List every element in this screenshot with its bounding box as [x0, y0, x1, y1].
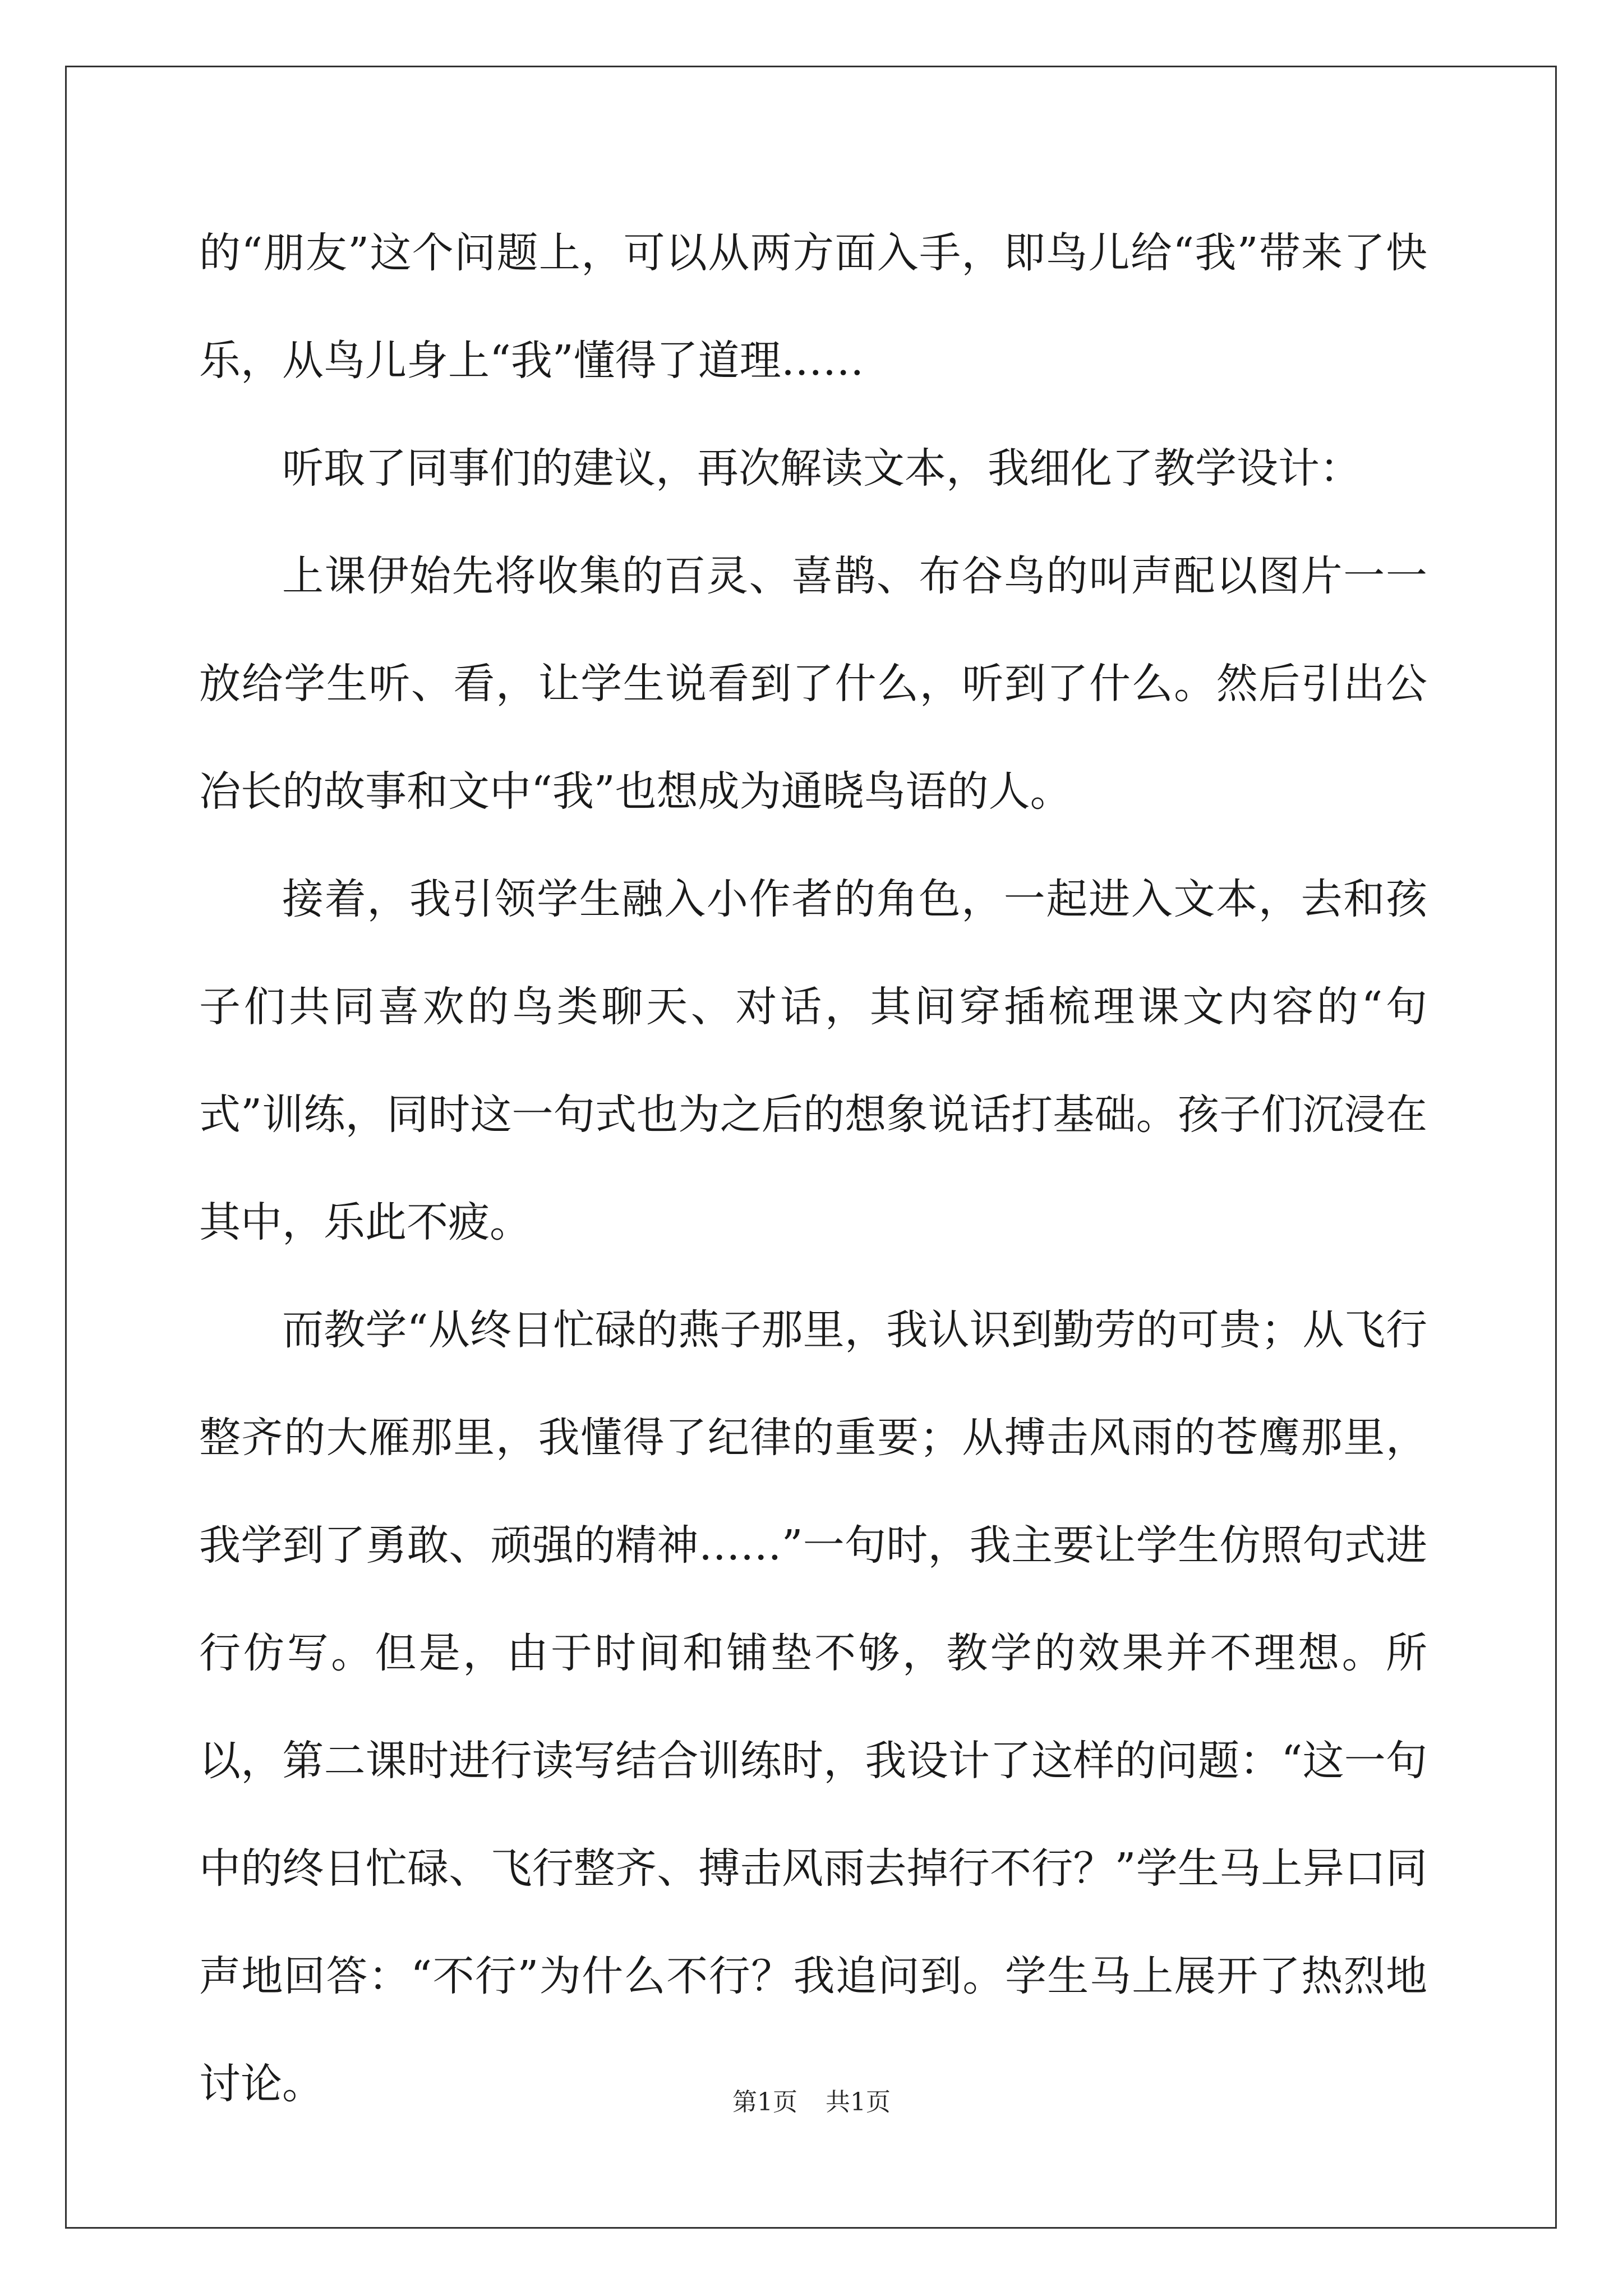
- page-total: 共1页: [826, 2088, 891, 2116]
- paragraph: 而教学“从终日忙碌的燕子那里，我认识到勤劳的可贵；从飞行整齐的大雁那里，我懂得了纪律的重要；从搏击风雨的苍鹰那里，我学到了勇敢、顽强的精神……”一句时，我主要让学生仿照句式进行仿写。但是，由于时间和铺垫不够，教学的效果并不理想。所以，第二课时进行读写结合训练时，我设计了这样的问题：“这一句中的终日忙碌、飞行整齐、搏击风雨去掉行不行？”学生马上异口同声地回答：“不行”为什么不行？我追问到。学生马上展开了热烈地讨论。: [199, 1306, 1427, 2108]
- page-number: 第1页: [732, 2088, 797, 2116]
- paragraph: 上课伊始先将收集的百灵、喜鹊、布谷鸟的叫声配以图片一一放给学生听、看，让学生说看到了什么，听到了什么。然后引出公冶长的故事和文中“我”也想成为通晓鸟语的人。: [199, 552, 1427, 816]
- page-footer: [0, 2086, 1623, 2119]
- paragraph: 的“朋友”这个问题上，可以从两方面入手，即鸟儿给“我”带来了快乐，从鸟儿身上“我”懂得了道理……: [199, 229, 1427, 385]
- paragraph: 接着，我引领学生融入小作者的角色，一起进入文本，去和孩子们共同喜欢的鸟类聊天、对话，其间穿插梳理课文内容的“句式”训练，同时这一句式也为之后的想象说话打基础。孩子们沉浸在其中，乐此不疲。: [199, 875, 1427, 1246]
- document-body: [199, 199, 1427, 2138]
- paragraph: 听取了同事们的建议，再次解读文本，我细化了教学设计：: [282, 444, 1361, 493]
